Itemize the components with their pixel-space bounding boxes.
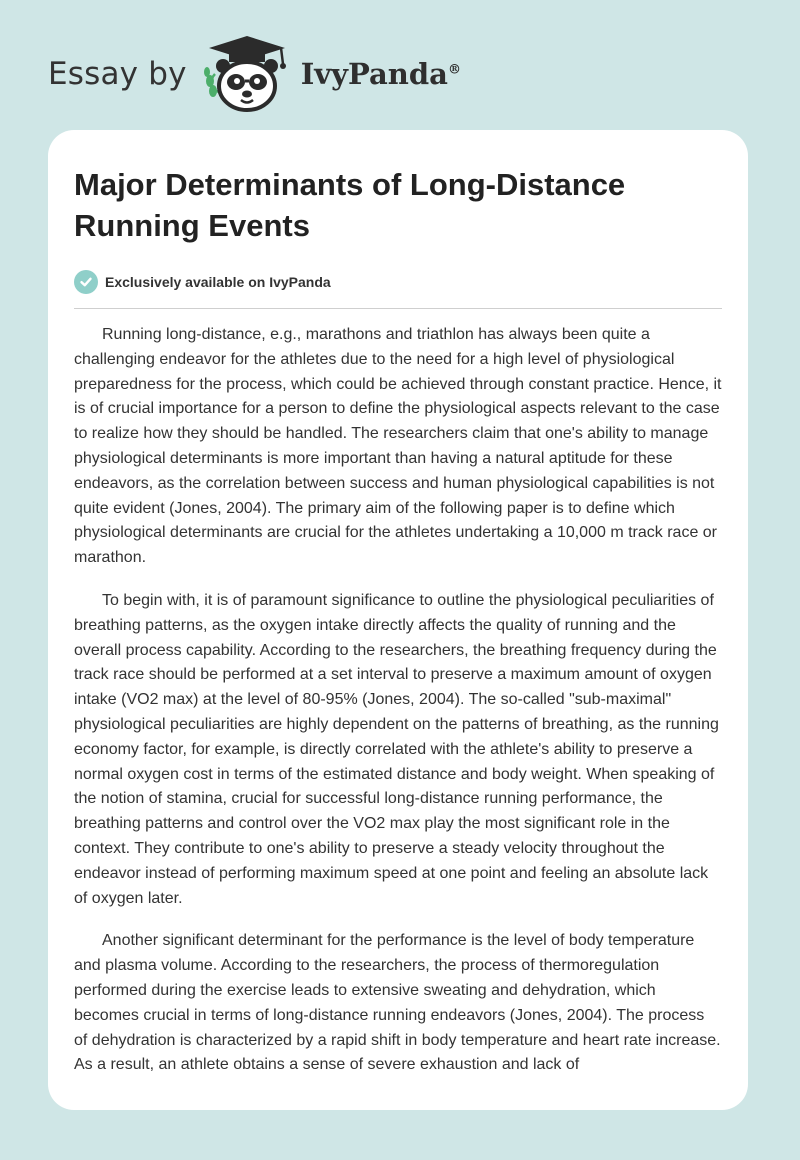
- paragraph: Running long-distance, e.g., marathons and triathlon has always been quite a challenging endeavor for the athletes due to the need for a high level of physiological preparedness for the process, which could be achieved through constant practice. Hence, it is of crucial importance for a person to define the physiological aspects relevant to the case to realize how they should be handled. The researchers claim that one's ability to manage physiological determinants is more important than having a natural aptitude for these endeavors, as the correlation between success and human physiological capabilities is not quite evident (Jones, 2004). The primary aim of the following paper is to define which physiological determinants are crucial for the athletes undertaking a 10,000 m track race or marathon.: [74, 326, 722, 567]
- paragraph: Another significant determinant for the performance is the level of body temperature and plasma volume. According to the researchers, the process of thermoregulation performed during the exercise leads to extensive sweating and dehydration, which becomes crucial in terms of long-distance running endeavors (Jones, 2004). The process of dehydration is characterized by a rapid shift in body temperature and heart rate increase. As a result, an athlete obtains a sense of severe exhaustion and lack of: [74, 932, 721, 1074]
- divider: [74, 308, 722, 309]
- exclusive-badge-text: Exclusively available on IvyPanda: [105, 274, 331, 290]
- registered-mark: ®: [447, 62, 461, 78]
- check-circle-icon: [74, 270, 98, 294]
- exclusive-badge: [74, 270, 748, 294]
- essay-body: [74, 323, 722, 1078]
- paragraph: To begin with, it is of paramount significance to outline the physiological peculiarities of breathing patterns, as the oxygen intake directly affects the quality of running and the overall process capability. According to the researchers, the breathing frequency during the track race should be performed at a set interval to preserve a maximum amount of oxygen intake (VO2 max) at the level of 80-95% (Jones, 2004). The so-called "sub-maximal" physiological peculiarities are highly dependent on the patterns of breathing, as the running economy factor, for example, is directly correlated with the athlete's ability to preserve a normal oxygen cost in terms of the estimated distance and body weight. When speaking of the notion of stamina, crucial for successful long-distance running performance, the breathing patterns and control over the VO2 max play the most significant role in the context. They contribute to one's ability to preserve a steady velocity throughout the endeavor instead of performing maximum speed at one point and feeling an absolute lack of oxygen later.: [74, 591, 719, 907]
- site-header: [48, 34, 461, 114]
- essay-by-label: Essay by: [48, 56, 187, 92]
- panda-graduate-icon[interactable]: [201, 34, 293, 114]
- essay-title: Major Determinants of Long-Distance Running Events: [74, 167, 626, 243]
- brand-label: IvyPanda: [300, 57, 448, 91]
- essay-card: [48, 130, 748, 1110]
- brand-name[interactable]: [301, 57, 461, 91]
